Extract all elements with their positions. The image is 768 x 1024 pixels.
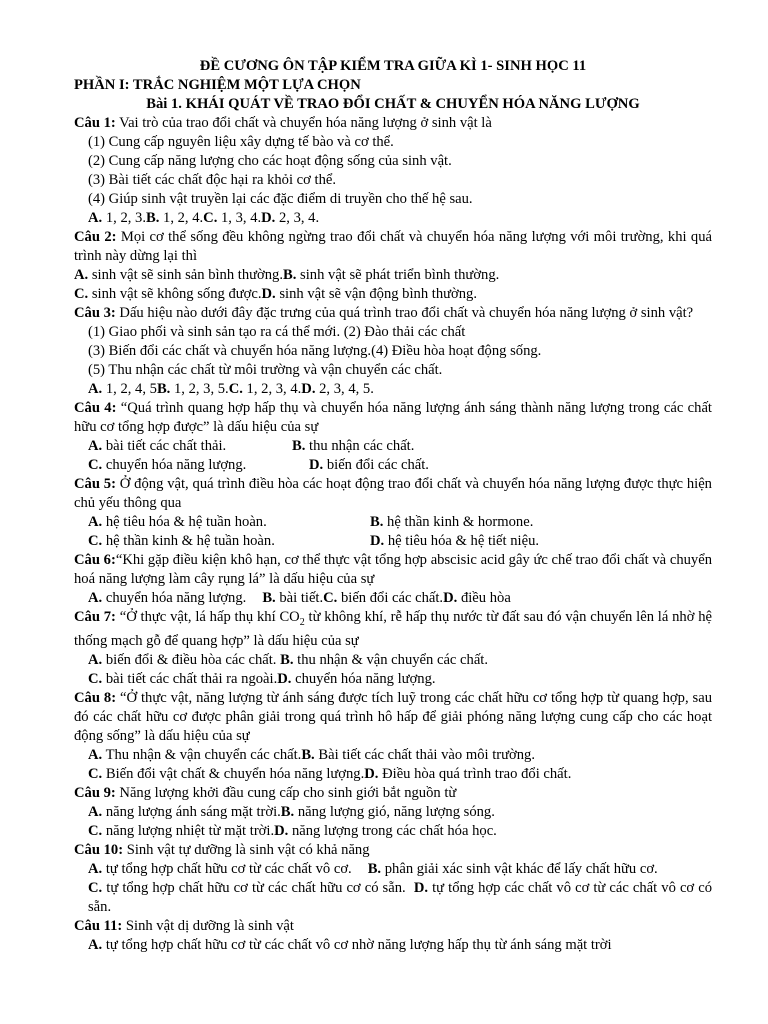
- answer-row: [74, 266, 712, 285]
- option-a: 1, 2, 3.: [102, 210, 146, 226]
- option-c: tự tổng hợp chất hữu cơ từ các chất hữu cơ có sẵn.: [102, 879, 406, 896]
- question-text: từ không khí, rễ hấp thụ nước từ đất sau đó vận chuyển lên lá nhờ hệ thống mạch gỗ để quang hợp” là dấu hiệu của sự: [74, 609, 712, 649]
- option-letter: A.: [88, 803, 103, 820]
- option-letter: B.: [283, 267, 297, 283]
- question-1: [74, 114, 712, 228]
- option-b: thu nhận các chất.: [305, 438, 415, 454]
- option-letter: B.: [292, 438, 306, 454]
- question-label: Câu 11:: [74, 917, 123, 934]
- option-letter: B.: [262, 590, 276, 606]
- option-c: 1, 2, 3, 4.: [242, 381, 302, 397]
- question-text: Ở động vật, quá trình điều hòa các hoạt động trao đổi chất và chuyển hóa năng lượng được thực hiện chủ yếu thông qua: [74, 476, 712, 511]
- option-letter: C.: [88, 533, 103, 549]
- option-letter: A.: [88, 514, 103, 530]
- question-label: Câu 9:: [74, 784, 116, 801]
- option-b: 1, 2, 3, 5.: [170, 381, 229, 397]
- option-letter: B.: [370, 514, 384, 530]
- option-letter: B.: [280, 651, 294, 668]
- option-letter: A.: [88, 860, 103, 877]
- option-a: 1, 2, 4, 5: [102, 381, 157, 397]
- option-a: tự tổng hợp chất hữu cơ từ các chất vô cơ nhờ năng lượng hấp thụ từ ánh sáng mặt trời: [102, 936, 612, 953]
- option-b: hệ thần kinh & hormone.: [383, 514, 534, 530]
- option-letter: A.: [88, 936, 103, 953]
- answer-row: [74, 860, 712, 879]
- question-4: [74, 399, 712, 475]
- answer-row: [74, 670, 712, 689]
- option-letter: C.: [228, 381, 243, 397]
- question-7: [74, 608, 712, 689]
- option-c: năng lượng nhiệt từ mặt trời.: [102, 822, 275, 839]
- option-a: năng lượng ánh sáng mặt trời.: [102, 803, 281, 820]
- question-6: [74, 551, 712, 608]
- option-d: hệ tiêu hóa & hệ tiết niệu.: [384, 533, 540, 549]
- option-letter: C.: [88, 822, 103, 839]
- option-letter: D.: [370, 533, 385, 549]
- option-a: sinh vật sẽ sinh sản bình thường.: [88, 267, 284, 283]
- question-text: “Quá trình quang hợp hấp thụ và chuyển hóa năng lượng ánh sáng thành năng lượng trong các chất hữu cơ tổng hợp được” là dấu hiệu của sự: [74, 400, 712, 435]
- question-11: [74, 917, 712, 955]
- question-label: Câu 8:: [74, 689, 117, 706]
- answer-row: [74, 532, 712, 551]
- option-d: tự tổng hợp các chất vô cơ từ các chất vô cơ có sẵn.: [88, 879, 713, 915]
- option-letter: B.: [145, 210, 160, 226]
- option-d: chuyển hóa năng lượng.: [291, 670, 436, 687]
- option-c: bài tiết các chất thải ra ngoài.: [102, 670, 278, 687]
- option-letter: A.: [88, 590, 103, 606]
- option-a: Thu nhận & vận chuyển các chất.: [102, 746, 302, 763]
- answer-row: [74, 746, 712, 765]
- option-letter: D.: [261, 286, 276, 302]
- option-letter: D.: [443, 590, 458, 606]
- option-a: hệ tiêu hóa & hệ tuần hoàn.: [102, 514, 267, 530]
- option-letter: C.: [323, 590, 338, 606]
- document-title: ĐỀ CƯƠNG ÔN TẬP KIỂM TRA GIỮA KÌ 1- SINH HỌC 11: [199, 58, 587, 74]
- option-d: 2, 3, 4.: [275, 210, 320, 226]
- option-d: biến đổi các chất.: [323, 457, 429, 473]
- option-b: 1, 2, 4.: [159, 210, 204, 226]
- answer-row: [74, 513, 712, 532]
- lesson-heading: Bài 1. KHÁI QUÁT VỀ TRAO ĐỔI CHẤT & CHUYỂN HÓA NĂNG LƯỢNG: [146, 96, 640, 112]
- answer-row: [74, 456, 712, 475]
- statement: (3) Biến đổi các chất và chuyển hóa năng lượng.(4) Điều hòa hoạt động sống.: [88, 343, 542, 359]
- option-c: chuyển hóa năng lượng.: [102, 457, 247, 473]
- answer-row: [74, 936, 712, 955]
- option-letter: D.: [413, 879, 429, 896]
- question-text: Sinh vật dị dưỡng là sinh vật: [122, 917, 294, 934]
- answer-row: [74, 589, 712, 608]
- option-letter: C.: [88, 670, 103, 687]
- answer-row: [74, 803, 712, 822]
- question-label: Câu 4:: [74, 400, 117, 416]
- option-letter: C.: [203, 210, 218, 226]
- answer-row: [74, 822, 712, 841]
- option-b: thu nhận & vận chuyển các chất.: [293, 651, 489, 668]
- question-label: Câu 1:: [74, 115, 116, 131]
- question-label: Câu 6:: [74, 552, 116, 568]
- option-letter: A.: [88, 381, 103, 397]
- question-label: Câu 7:: [74, 609, 116, 625]
- question-text: Mọi cơ thể sống đều không ngừng trao đổi chất và chuyển hóa năng lượng với môi trường, khi quá trình này dừng lại thì: [74, 229, 712, 264]
- statement: (1) Cung cấp nguyên liệu xây dựng tế bào và cơ thể.: [88, 134, 394, 150]
- question-text: Vai trò của trao đổi chất và chuyển hóa năng lượng ở sinh vật là: [115, 115, 492, 131]
- option-letter: A.: [88, 438, 103, 454]
- option-a: tự tổng hợp chất hữu cơ từ các chất vô cơ.: [102, 860, 352, 877]
- question-2: [74, 228, 712, 304]
- answer-row: [74, 879, 712, 917]
- question-label: Câu 2:: [74, 229, 117, 245]
- question-text: Sinh vật tự dưỡng là sinh vật có khả năng: [123, 841, 370, 858]
- question-label: Câu 10:: [74, 841, 124, 858]
- option-letter: B.: [156, 381, 171, 397]
- option-letter: C.: [88, 765, 103, 782]
- question-text: “Ở thực vật, lá hấp thụ khí CO: [115, 609, 300, 625]
- option-letter: D.: [277, 670, 292, 687]
- option-b: năng lượng gió, năng lượng sóng.: [294, 803, 495, 820]
- question-5: [74, 475, 712, 551]
- option-letter: B.: [280, 803, 295, 820]
- option-b: Bài tiết các chất thải vào môi trường.: [314, 746, 535, 763]
- option-d: sinh vật sẽ vận động bình thường.: [275, 286, 477, 302]
- question-9: [74, 784, 712, 841]
- question-label: Câu 5:: [74, 476, 116, 492]
- option-c: Biến đổi vật chất & chuyển hóa năng lượng.: [102, 765, 365, 782]
- question-8: [74, 689, 712, 784]
- option-letter: D.: [309, 457, 324, 473]
- question-label: Câu 3:: [74, 305, 116, 321]
- option-a: bài tiết các chất thải.: [102, 438, 227, 454]
- option-d: điều hòa: [457, 590, 511, 606]
- subscript: 2: [299, 616, 305, 628]
- answer-row: [74, 285, 712, 304]
- option-letter: D.: [301, 381, 316, 397]
- part-heading: PHẦN I: TRẮC NGHIỆM MỘT LỰA CHỌN: [74, 77, 361, 93]
- option-c: 1, 3, 4.: [217, 210, 262, 226]
- option-c: hệ thần kinh & hệ tuần hoàn.: [102, 533, 275, 549]
- option-c: sinh vật sẽ không sống được.: [88, 286, 262, 302]
- document-page: [74, 57, 712, 955]
- option-b: sinh vật sẽ phát triển bình thường.: [296, 267, 500, 283]
- question-10: [74, 841, 712, 917]
- answer-row: [74, 209, 712, 228]
- question-text: “Ở thực vật, năng lượng từ ánh sáng được tích luỹ trong các chất hữu cơ tổng hợp từ quang hợp, sau đó các chất hữu cơ được phân giải trong quá trình hô hấp để giải phóng năng lượng cung cấp cho các hoạt động sống” là dấu hiệu của sự: [74, 689, 712, 744]
- option-letter: A.: [74, 267, 89, 283]
- option-letter: A.: [88, 210, 103, 226]
- answer-row: [74, 437, 712, 456]
- question-text: Dấu hiệu nào dưới đây đặc trưng của quá trình trao đổi chất và chuyển hóa năng lượng ở sinh vật?: [115, 305, 694, 321]
- statement: (1) Giao phối và sinh sản tạo ra cá thể mới. (2) Đào thải các chất: [88, 324, 466, 340]
- option-letter: D.: [261, 210, 276, 226]
- answer-row: [74, 651, 712, 670]
- statement: (2) Cung cấp năng lượng cho các hoạt động sống của sinh vật.: [88, 153, 452, 169]
- option-letter: B.: [367, 860, 382, 877]
- option-letter: C.: [88, 457, 103, 473]
- question-text: “Khi gặp điều kiện khô hạn, cơ thể thực vật tổng hợp abscisic acid gây ức chế trao đổi chất và chuyển hoá năng lượng làm cây rụng lá” là dấu hiệu của sự: [74, 552, 712, 587]
- option-a: chuyển hóa năng lượng.: [102, 590, 247, 606]
- question-text: Năng lượng khởi đầu cung cấp cho sinh giới bắt nguồn từ: [115, 784, 457, 801]
- option-a: biến đổi & điều hòa các chất.: [102, 651, 277, 668]
- option-d: năng lượng trong các chất hóa học.: [288, 822, 497, 839]
- option-letter: C.: [88, 879, 103, 896]
- option-b: bài tiết.: [275, 590, 324, 606]
- option-letter: D.: [274, 822, 289, 839]
- option-letter: D.: [364, 765, 379, 782]
- option-c: biến đổi các chất.: [337, 590, 444, 606]
- statement: (3) Bài tiết các chất độc hại ra khỏi cơ thể.: [88, 172, 337, 188]
- option-letter: C.: [74, 286, 89, 302]
- statement: (4) Giúp sinh vật truyền lại các đặc điểm di truyền cho thế hệ sau.: [88, 191, 473, 207]
- statement: (5) Thu nhận các chất từ môi trường và vận chuyển các chất.: [88, 362, 443, 378]
- option-b: phân giải xác sinh vật khác để lấy chất hữu cơ.: [381, 860, 658, 877]
- answer-row: [74, 765, 712, 784]
- option-letter: A.: [88, 651, 103, 668]
- answer-row: [74, 380, 712, 399]
- option-letter: B.: [301, 746, 315, 763]
- question-3: [74, 304, 712, 399]
- option-d: Điều hòa quá trình trao đổi chất.: [378, 765, 572, 782]
- option-d: 2, 3, 4, 5.: [315, 381, 374, 397]
- option-letter: A.: [88, 746, 103, 763]
